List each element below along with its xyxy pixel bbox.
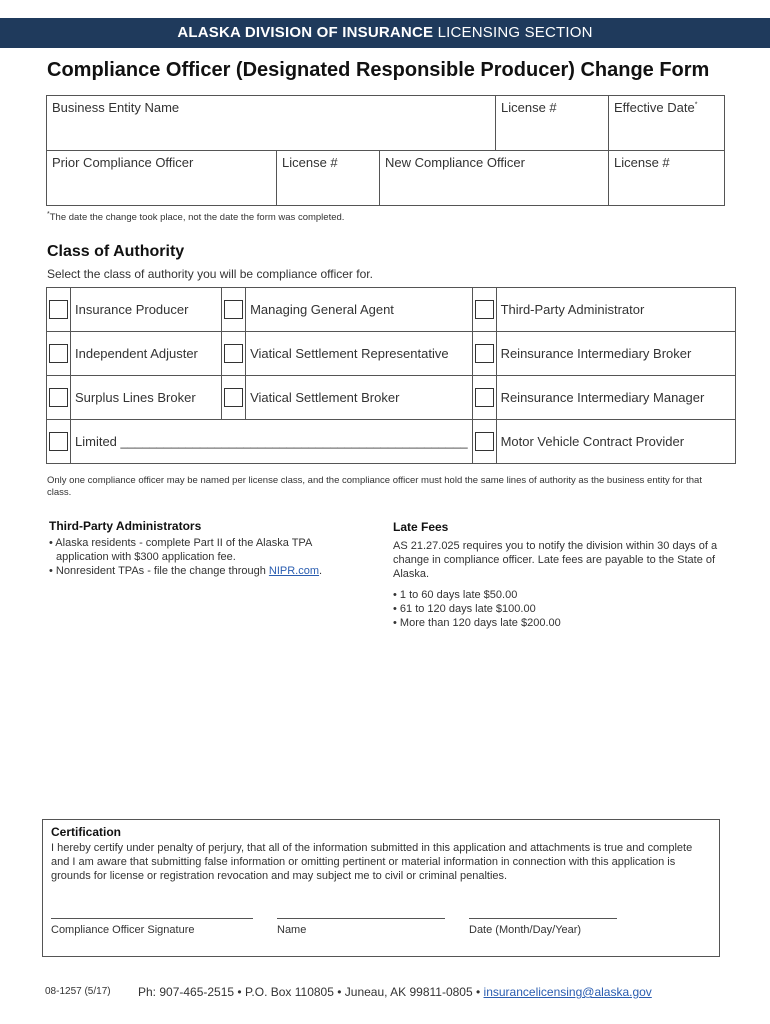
tpa-item-residents [49, 536, 369, 564]
date-field[interactable] [469, 918, 617, 936]
tpa-item-nonresidents [49, 564, 369, 578]
checkbox-managing-general-agent[interactable] [224, 300, 243, 319]
late-fee-item: • 1 to 60 days late $50.00 [393, 589, 518, 601]
form-code: 08-1257 (5/17) [45, 986, 111, 997]
name-label: Name [277, 924, 307, 936]
date-line [469, 918, 617, 919]
effective-date-field[interactable] [609, 96, 725, 151]
checkbox-reinsurance-intermediary-manager[interactable] [475, 388, 494, 407]
business-entity-name-field[interactable] [47, 96, 496, 151]
entity-license-label: License # [501, 100, 557, 115]
signature-label: Compliance Officer Signature [51, 924, 195, 936]
certification-text: I hereby certify under penalty of perjury, that all of the information submitted in this application and attachments is true and complete and I am aware that submitting false information or omitting pertinent or material information in connection with this application is grounds for license or registration revocation and may subject me to civil or criminal penalties. [51, 842, 693, 882]
name-field[interactable] [277, 918, 445, 936]
checkbox-limited[interactable] [49, 432, 68, 451]
prior-license-field[interactable] [277, 151, 380, 206]
label-viatical-settlement-broker: Viatical Settlement Broker [246, 376, 472, 420]
checkbox-reinsurance-intermediary-broker[interactable] [475, 344, 494, 363]
new-license-label: License # [614, 155, 670, 170]
header-bar [0, 18, 770, 48]
class-of-authority-table [46, 287, 736, 464]
prior-officer-field[interactable] [47, 151, 277, 206]
tpa-list [49, 536, 369, 578]
prior-license-label: License # [282, 155, 338, 170]
label-viatical-settlement-representative: Viatical Settlement Representative [246, 332, 472, 376]
late-fees-list [393, 588, 713, 630]
checkbox-insurance-producer[interactable] [49, 300, 68, 319]
section-name: LICENSING SECTION [437, 24, 593, 41]
checkbox-motor-vehicle-contract-provider[interactable] [475, 432, 494, 451]
certification-box [42, 819, 720, 957]
email-link[interactable]: insurancelicensing@alaska.gov [483, 985, 652, 999]
nipr-link[interactable]: NIPR.com [268, 565, 320, 577]
late-fee-item: • 61 to 120 days late $100.00 [393, 603, 536, 615]
late-fee-item: • More than 120 days late $200.00 [393, 617, 561, 629]
agency-name: ALASKA DIVISION OF INSURANCE [177, 24, 434, 41]
license-class-note: Only one compliance officer may be named per license class, and the compliance officer must hold the same lines of authority as the business entity for that class. [47, 475, 702, 498]
class-of-authority-heading: Class of Authority [47, 243, 185, 260]
tpa-heading: Third-Party Administrators [49, 519, 202, 533]
class-of-authority-subtext: Select the class of authority you will be compliance officer for. [47, 267, 373, 281]
date-label: Date (Month/Day/Year) [469, 924, 582, 936]
tpa-item-residents-line2: application with $300 application fee. [56, 551, 236, 563]
checkbox-surplus-lines-broker[interactable] [49, 388, 68, 407]
label-insurance-producer: Insurance Producer [71, 288, 222, 332]
label-reinsurance-intermediary-manager: Reinsurance Intermediary Manager [496, 376, 735, 420]
contact-info: Ph: 907-465-2515 • P.O. Box 110805 • Juneau, AK 99811-0805 • [138, 985, 484, 999]
effective-date-label: Effective Date [614, 100, 695, 115]
effective-date-footnote [47, 211, 344, 223]
tpa-item-nonresidents-period: . [319, 565, 323, 577]
checkbox-independent-adjuster[interactable] [49, 344, 68, 363]
new-officer-field[interactable] [380, 151, 609, 206]
entity-table [46, 95, 725, 206]
effective-date-asterisk: * [694, 101, 698, 109]
label-third-party-administrator: Third-Party Administrator [496, 288, 735, 332]
checkbox-third-party-administrator[interactable] [475, 300, 494, 319]
entity-license-field[interactable] [496, 96, 609, 151]
late-fees-text: AS 21.27.025 requires you to notify the division within 30 days of a change in compliance officer. Late fees are payable to the State of Alaska. [393, 540, 718, 580]
label-independent-adjuster: Independent Adjuster [71, 332, 222, 376]
prior-officer-label: Prior Compliance Officer [52, 155, 194, 170]
business-entity-name-label: Business Entity Name [52, 100, 180, 115]
label-managing-general-agent: Managing General Agent [246, 288, 472, 332]
signature-field[interactable] [51, 918, 253, 936]
label-reinsurance-intermediary-broker: Reinsurance Intermediary Broker [496, 332, 735, 376]
certification-heading: Certification [51, 825, 122, 839]
late-fees-heading: Late Fees [393, 520, 449, 534]
label-motor-vehicle-contract-provider: Motor Vehicle Contract Provider [496, 420, 735, 464]
tpa-item-nonresidents-text: • Nonresident TPAs - file the change through [49, 565, 269, 577]
name-line [277, 918, 445, 919]
form-title: Compliance Officer (Designated Responsible Producer) Change Form [47, 59, 710, 81]
footnote-text: The date the change took place, not the date the form was completed. [49, 212, 345, 224]
tpa-item-residents-line1: • Alaska residents - complete Part II of the Alaska TPA [49, 537, 313, 549]
footer-contact [138, 985, 652, 999]
signature-line [51, 918, 253, 919]
label-surplus-lines-broker: Surplus Lines Broker [71, 376, 222, 420]
new-license-field[interactable] [609, 151, 725, 206]
checkbox-viatical-settlement-representative[interactable] [224, 344, 243, 363]
footnote-asterisk: * [47, 211, 50, 218]
checkbox-viatical-settlement-broker[interactable] [224, 388, 243, 407]
label-limited[interactable]: Limited ________________________________________________ [71, 420, 473, 464]
new-officer-label: New Compliance Officer [385, 155, 525, 170]
